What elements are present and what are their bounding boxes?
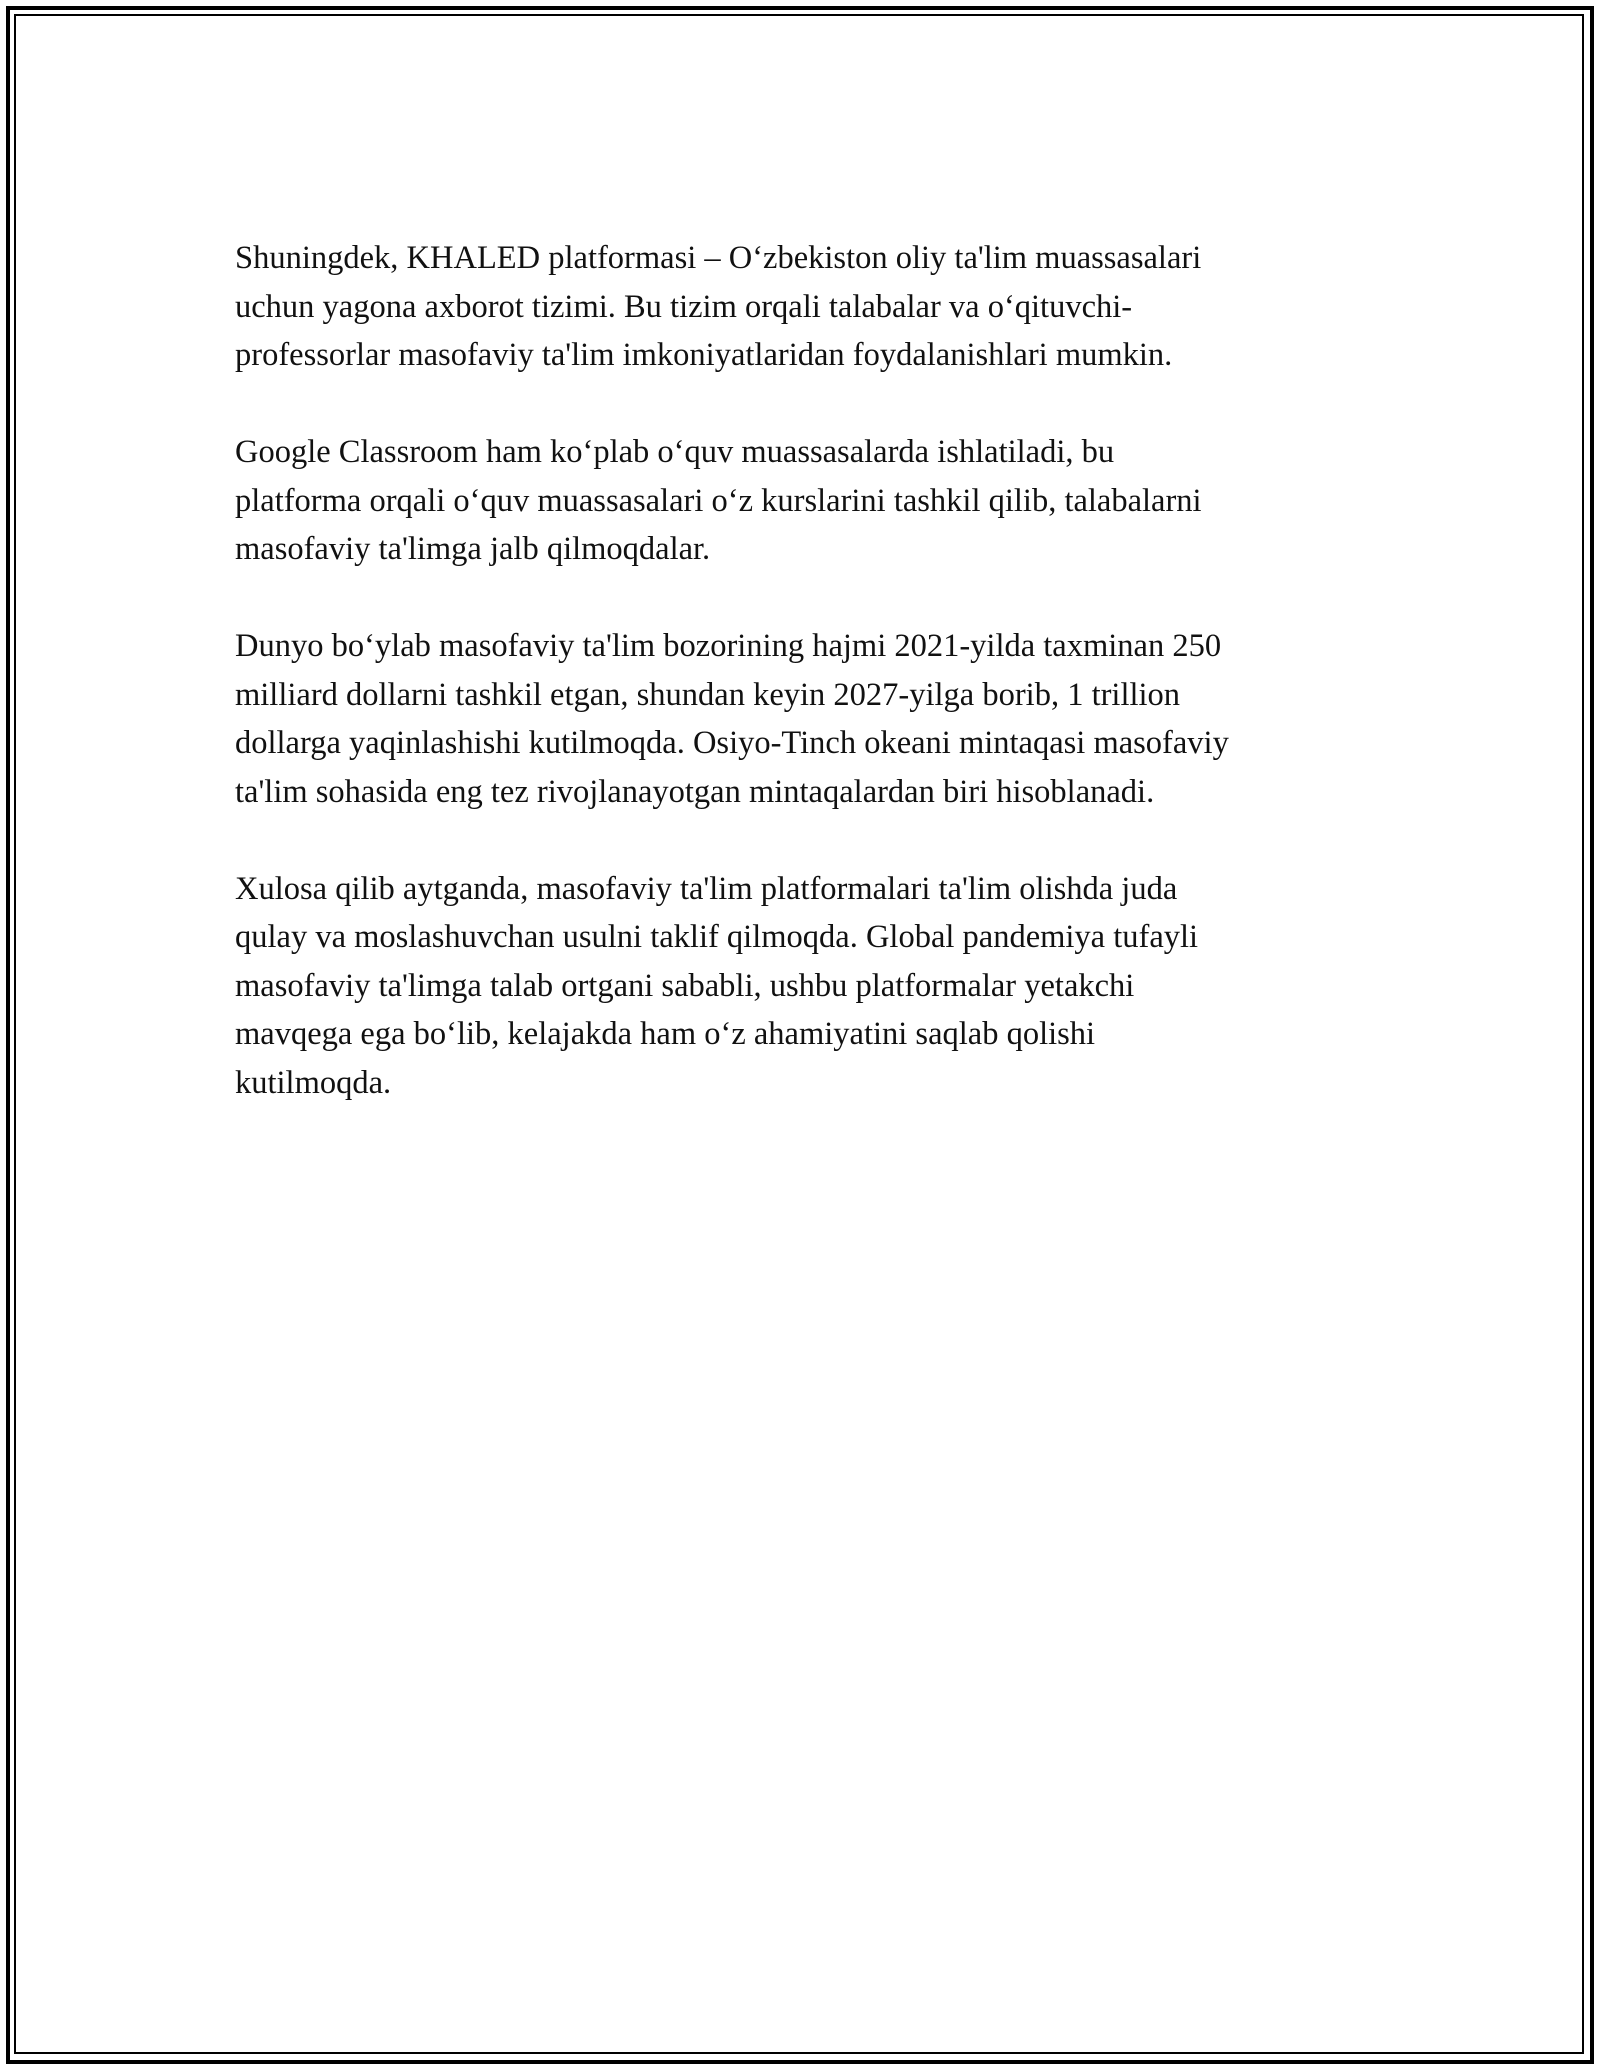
paragraph-khaled-platform: Shuningdek, KHALED platformasi – O‘zbekiston oliy ta'lim muassasalari uchun yagona axborot tizimi. Bu tizim orqali talabalar va o‘qituvchi- professorlar masofaviy ta'lim imkoniyatlaridan foydalanishlari mumkin. [235,240,1202,373]
paragraph-conclusion: Xulosa qilib aytganda, masofaviy ta'lim platformalari ta'lim olishda juda qulay va moslashuvchan usulni taklif qilmoqda. Global pandemiya tufayli masofaviy ta'limga talab ortgani sababli, ushbu platformalar yetakchi mavqega ega bo‘lib, kelajakda ham o‘z ahamiyatini saqlab qolishi kutilmoqda. [235,870,1199,1101]
paragraph-google-classroom: Google Classroom ham ko‘plab o‘quv muassasalarda ishlatiladi, bu platforma orqali o‘quv muassasalari o‘z kurslarini tashkil qilib, talabalarni masofaviy ta'limga jalb qilmoqdalar. [235,434,1202,567]
document-body [235,234,1365,1156]
paragraph-market-size: Dunyo bo‘ylab masofaviy ta'lim bozorining hajmi 2021-yilda taxminan 250 milliard dollarni tashkil etgan, shundan keyin 2027-yilga borib, 1 trillion dollarga yaqinlashishi kutilmoqda. Osiyo-Tinch okeani mintaqasi masofaviy ta'lim sohasida eng tez rivojlanayotgan mintaqalardan biri hisoblanadi. [235,628,1229,810]
